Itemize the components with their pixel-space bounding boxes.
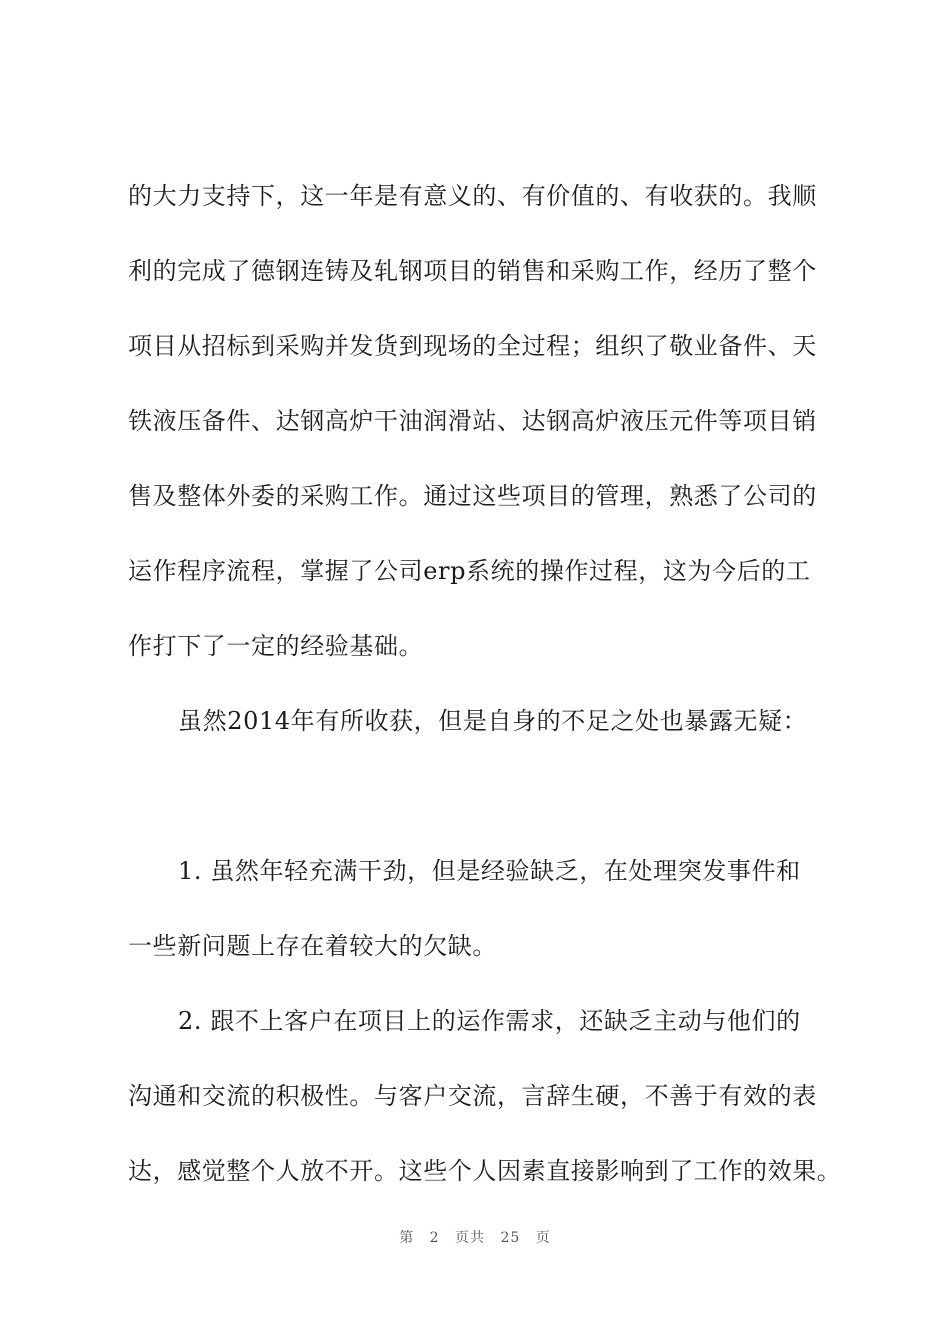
paragraph-1-line-5: 售及整体外委的采购工作。通过这些项目的管理，熟悉了公司的 bbox=[128, 482, 817, 510]
page-number-footer: 第 2 页共 25 页 bbox=[399, 1230, 551, 1246]
paragraph-1-line-2: 利的完成了德钢连铸及轧钢项目的销售和采购工作，经历了整个 bbox=[128, 257, 817, 285]
list-item-2-line-2: 沟通和交流的积极性。与客户交流，言辞生硬，不善于有效的表 bbox=[128, 1082, 817, 1110]
paragraph-2-line-1: 虽然2014年有所收获，但是自身的不足之处也暴露无疑： bbox=[178, 707, 808, 735]
list-item-1-line-2: 一些新问题上存在着较大的欠缺。 bbox=[128, 932, 497, 960]
paragraph-1-line-3: 项目从招标到采购并发货到现场的全过程；组织了敬业备件、天 bbox=[128, 332, 817, 360]
paragraph-1-line-4: 铁液压备件、达钢高炉干油润滑站、达钢高炉液压元件等项目销 bbox=[128, 407, 817, 435]
paragraph-1-line-6: 运作程序流程，掌握了公司erp系统的操作过程，这为今后的工 bbox=[128, 557, 811, 585]
list-item-2-line-3: 达，感觉整个人放不开。这些个人因素直接影响到了工作的效果。 bbox=[128, 1157, 842, 1185]
paragraph-1-line-7: 作打下了一定的经验基础。 bbox=[128, 632, 424, 660]
list-item-1-line-1: 1. 虽然年轻充满干劲，但是经验缺乏，在处理突发事件和 bbox=[178, 857, 801, 885]
list-item-2-line-1: 2. 跟不上客户在项目上的运作需求，还缺乏主动与他们的 bbox=[178, 1007, 801, 1035]
paragraph-1-line-1: 的大力支持下，这一年是有意义的、有价值的、有收获的。我顺 bbox=[128, 182, 817, 210]
